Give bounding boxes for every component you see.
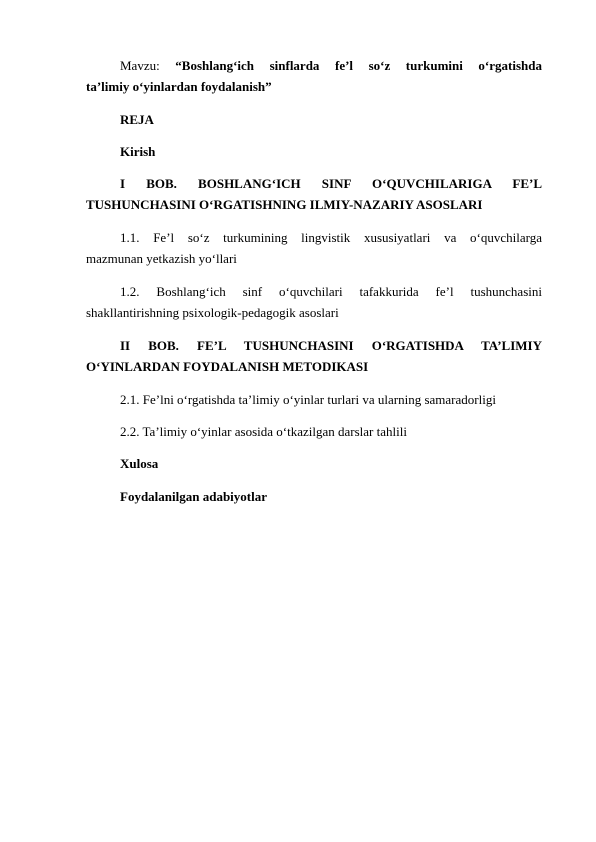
topic-title-part-2: ta’limiy o‘yinlardan foydalanish” xyxy=(86,79,272,94)
section-1-2-line-1: 1.2. Boshlang‘ich sinf o‘quvchilari tafakkurida fe’l tushunchasini xyxy=(120,284,542,299)
chapter-1-line-1: I BOB. BOSHLANG‘ICH SINF O‘QUVCHILARIGA FE’L xyxy=(120,176,542,191)
chapter-1-heading xyxy=(86,173,542,215)
topic-label: Mavzu: xyxy=(120,58,160,73)
chapter-2-heading xyxy=(86,335,542,377)
section-2-2: 2.2. Ta’limiy o‘yinlar asosida o‘tkazilgan darslar tahlili xyxy=(120,424,407,439)
chapter-2-line-1: II BOB. FE’L TUSHUNCHASINI O‘RGATISHDA TA’LIMIY xyxy=(120,338,542,353)
section-1-2 xyxy=(86,281,542,323)
section-1-2-line-2: shakllantirishning psixologik-pedagogik asoslari xyxy=(86,305,339,320)
section-1-1-line-2: mazmunan yetkazish yo‘llari xyxy=(86,251,237,266)
section-2-1: 2.1. Fe’lni o‘rgatishda ta’limiy o‘yinlar turlari va ularning samaradorligi xyxy=(120,392,496,407)
references-heading: Foydalanilgan adabiyotlar xyxy=(120,489,267,504)
chapter-1-line-2: TUSHUNCHASINI O‘RGATISHNING ILMIY-NAZARIY ASOSLARI xyxy=(86,197,483,212)
conclusion-heading: Xulosa xyxy=(120,456,159,471)
topic-line-1 xyxy=(86,55,542,76)
intro-heading: Kirish xyxy=(120,144,156,159)
section-1-1-line-1: 1.1. Fe’l so‘z turkumining lingvistik xususiyatlari va o‘quvchilarga xyxy=(120,230,542,245)
section-1-1 xyxy=(86,227,542,269)
topic-paragraph xyxy=(86,55,542,97)
topic-title-part-1: “Boshlang‘ich sinflarda fe’l so‘z turkumini o‘rgatishda xyxy=(175,58,542,73)
chapter-2-line-2: O‘YINLARDAN FOYDALANISH METODIKASI xyxy=(86,359,369,374)
plan-heading: REJA xyxy=(120,112,154,127)
